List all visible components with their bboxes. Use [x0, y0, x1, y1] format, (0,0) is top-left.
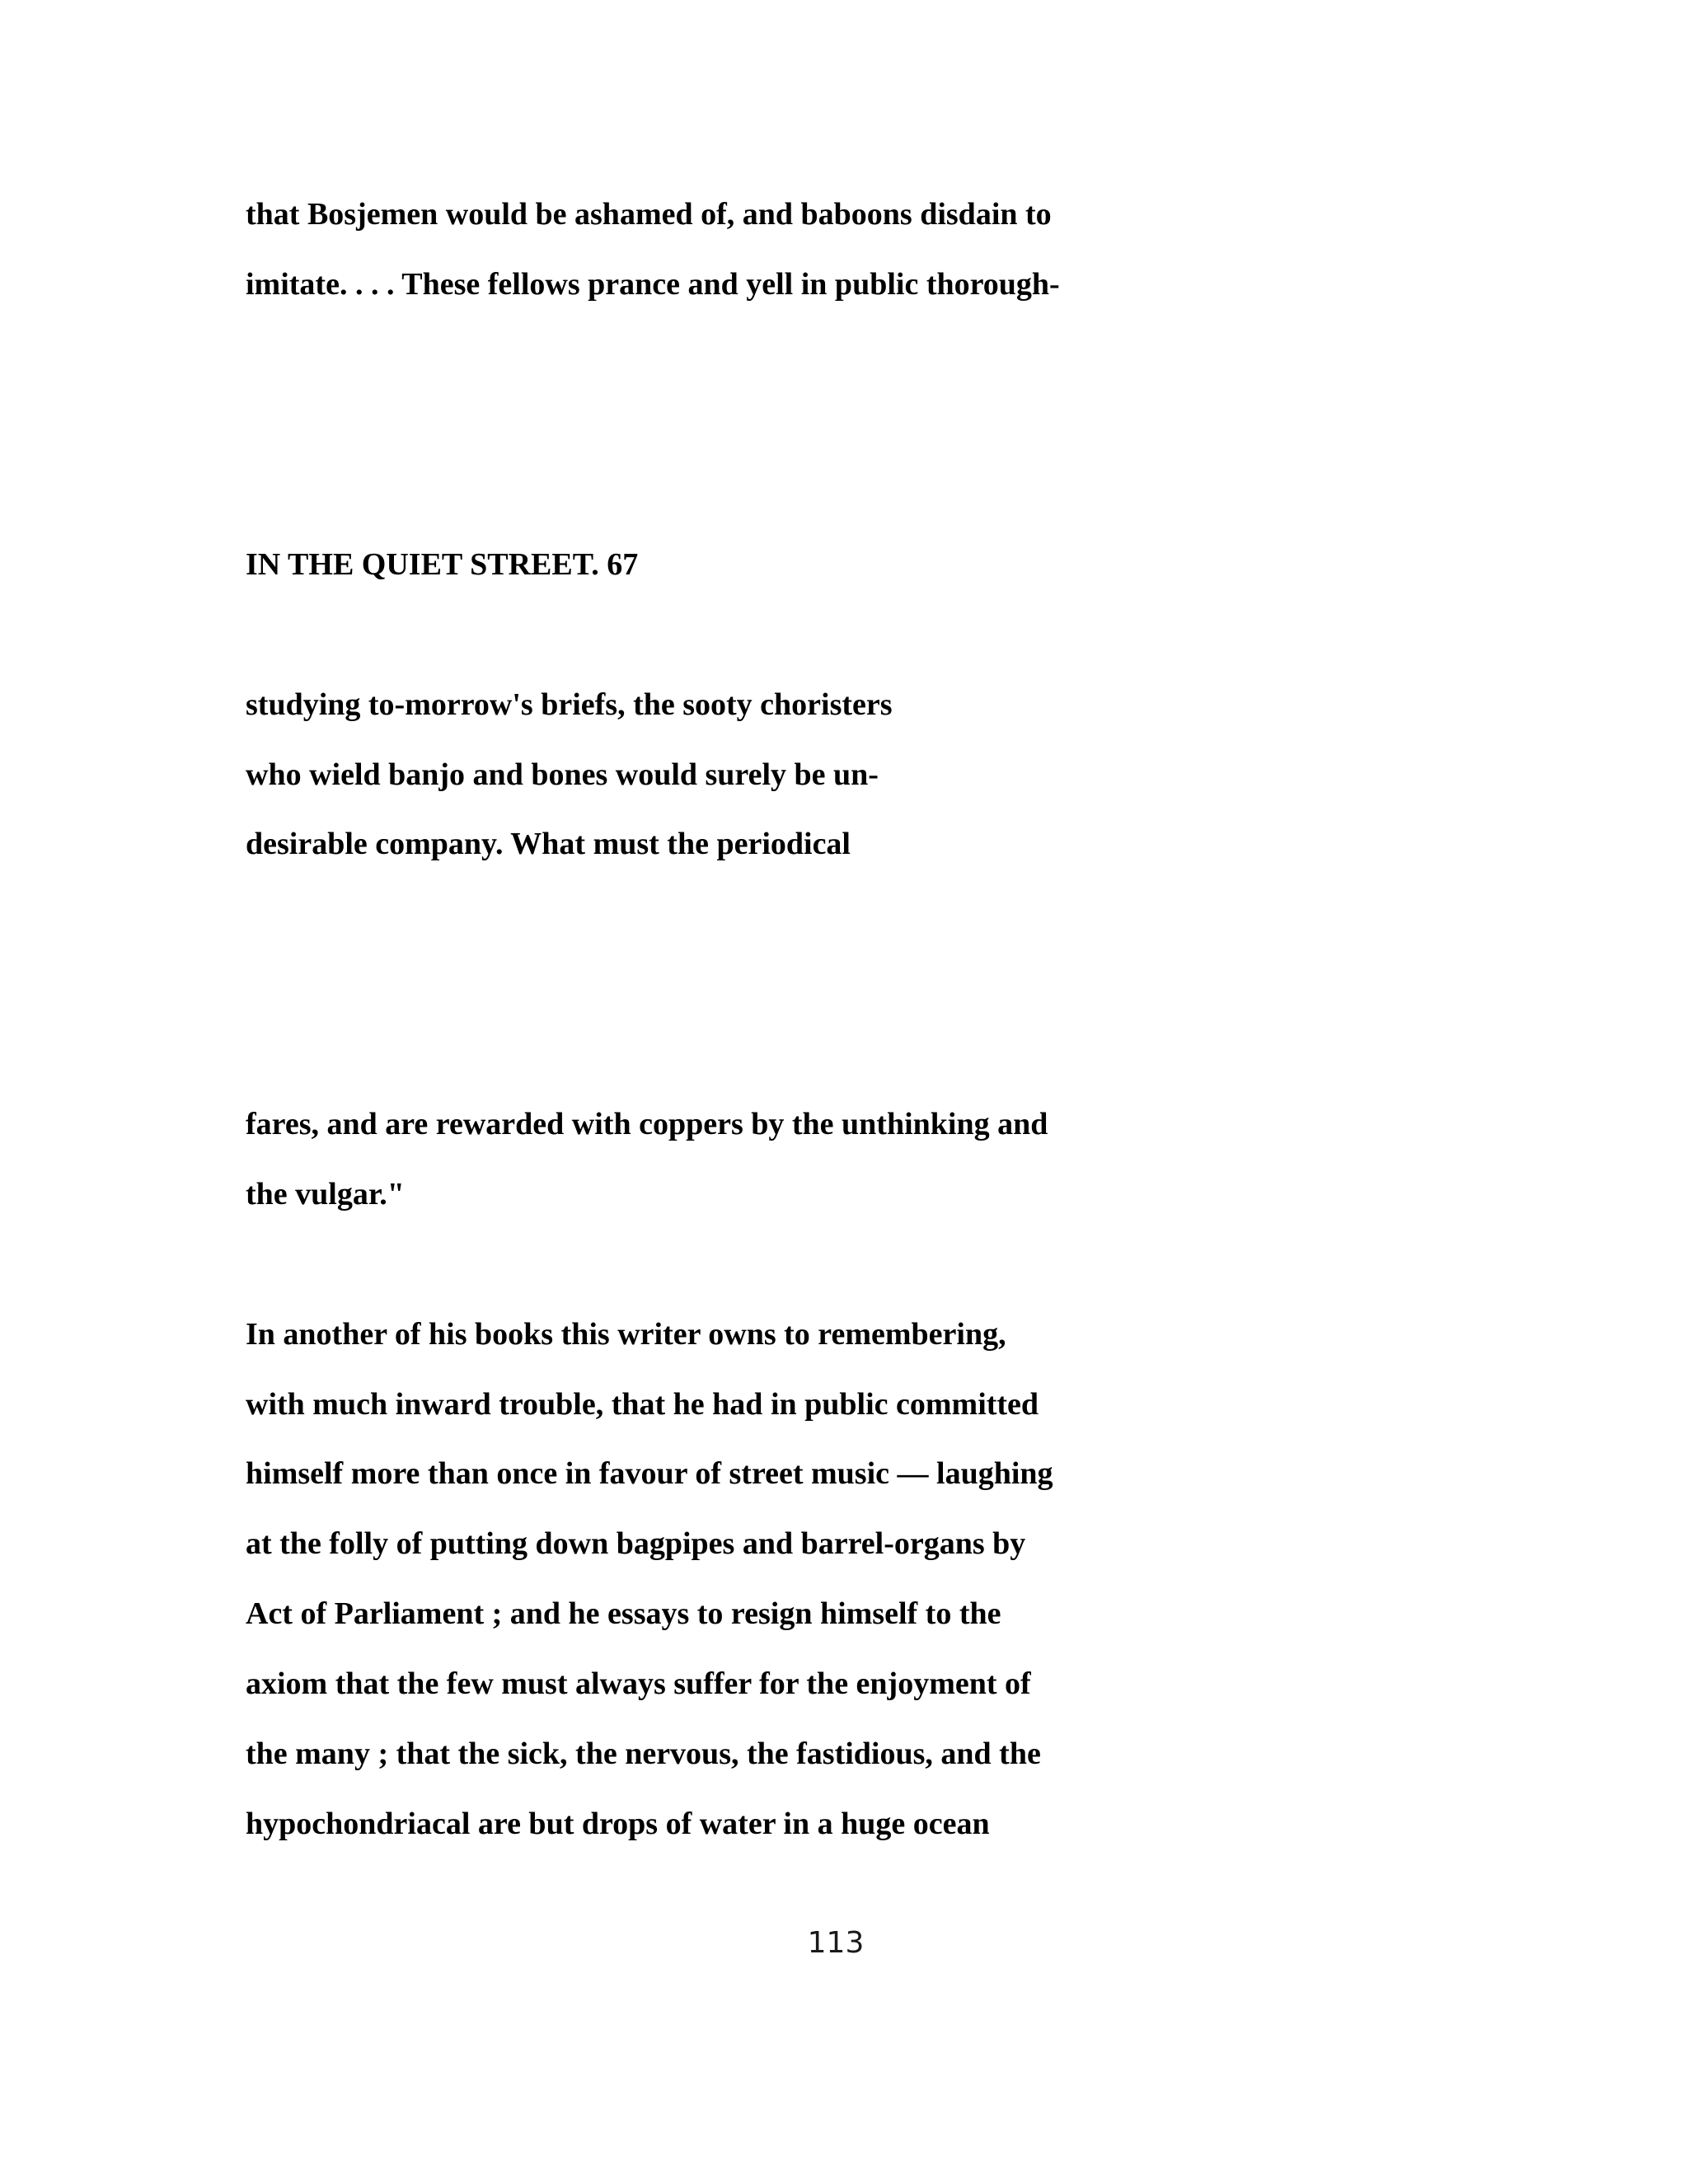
text-line: axiom that the few must always suffer for the enjoyment of [246, 1666, 1031, 1701]
running-header: IN THE QUIET STREET. 67 [246, 547, 639, 582]
text-line: studying to-morrow's briefs, the sooty choristers [246, 687, 893, 722]
text-line: imitate. . . . These fellows prance and yell in public thorough- [246, 267, 1060, 302]
text-line: who wield banjo and bones would surely be un- [246, 757, 879, 792]
text-line: In another of his books this writer owns to remembering, [246, 1317, 1006, 1352]
page-number: 113 [807, 1926, 865, 1960]
text-line: hypochondriacal are but drops of water in a huge ocean [246, 1807, 990, 1841]
text-line: at the folly of putting down bagpipes and barrel-organs by [246, 1526, 1026, 1561]
text-line: himself more than once in favour of street music — laughing [246, 1456, 1053, 1491]
text-line: that Bosjemen would be ashamed of, and baboons disdain to [246, 197, 1052, 232]
text-line: fares, and are rewarded with coppers by the unthinking and [246, 1107, 1048, 1141]
text-line: desirable company. What must the periodical [246, 827, 851, 861]
text-line: Act of Parliament ; and he essays to resign himself to the [246, 1596, 1001, 1631]
text-line: the vulgar." [246, 1177, 405, 1212]
text-line: the many ; that the sick, the nervous, the fastidious, and the [246, 1736, 1041, 1771]
text-line: with much inward trouble, that he had in public committed [246, 1387, 1039, 1422]
